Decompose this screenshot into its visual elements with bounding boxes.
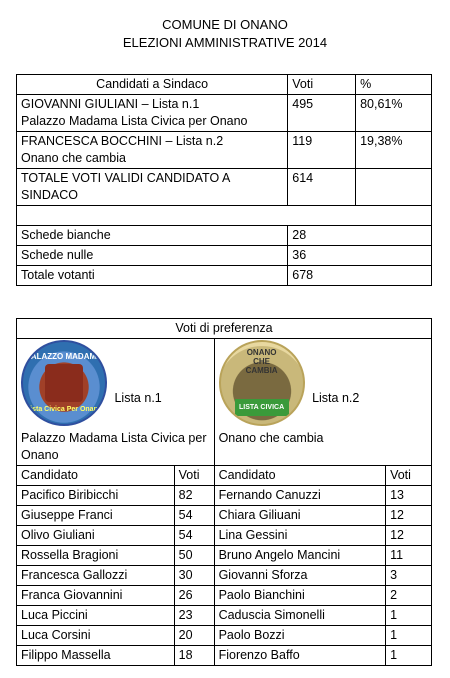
extra-label: Totale votanti (17, 266, 288, 286)
cand1: Luca Corsini (17, 626, 175, 646)
totale-label-line1: TOTALE VOTI VALIDI CANDIDATO A (21, 171, 231, 185)
voti1: 54 (174, 506, 214, 526)
doc-title-elezioni: ELEZIONI AMMINISTRATIVE 2014 (122, 35, 328, 50)
cand1: Olivo Giuliani (17, 526, 175, 546)
cand1: Francesca Gallozzi (17, 566, 175, 586)
logo1-top-text: PALAZZO MADAMA (26, 352, 102, 361)
table-row (17, 95, 432, 132)
spacer-cell (17, 206, 432, 226)
col-voti: Voti (288, 75, 356, 95)
cand1: Filippo Massella (17, 646, 175, 666)
liste-row (17, 339, 432, 466)
preferenze-table (16, 318, 432, 666)
totale-label (17, 169, 288, 206)
extra-label: Schede nulle (17, 246, 288, 266)
lista1-name: Palazzo Madama Lista Civica per Onano (21, 431, 207, 462)
voti1: 23 (174, 606, 214, 626)
extra-label: Schede bianche (17, 226, 288, 246)
table-row (17, 266, 432, 286)
preferenze-title: Voti di preferenza (17, 319, 432, 339)
table-row (17, 626, 432, 646)
candidate-name: FRANCESCA BOCCHINI – Lista n.2 (21, 134, 224, 148)
lista2-name: Onano che cambia (218, 431, 324, 445)
percent-cell: 19,38% (356, 132, 432, 169)
cand1: Luca Piccini (17, 606, 175, 626)
preferenze-title-row (17, 319, 432, 339)
table-row (17, 486, 432, 506)
voti1: 82 (174, 486, 214, 506)
palazzo-madama-logo-icon (21, 340, 107, 426)
voti2: 3 (386, 566, 432, 586)
cand2: Chiara Giliuani (214, 506, 385, 526)
votes-cell: 495 (288, 95, 356, 132)
candidate-list: Onano che cambia (21, 151, 126, 165)
onano-che-cambia-logo-icon (219, 340, 305, 426)
cand1: Giuseppe Franci (17, 506, 175, 526)
totale-percent (356, 169, 432, 206)
voti2: 1 (386, 626, 432, 646)
logo2-bottom-text: LISTA CIVICA (235, 399, 289, 416)
lista2-label: Lista n.2 (312, 391, 360, 405)
extra-value: 28 (288, 226, 432, 246)
cand2: Giovanni Sforza (214, 566, 385, 586)
table-row (17, 506, 432, 526)
table-row (17, 546, 432, 566)
table-row (17, 246, 432, 266)
candidate-list: Palazzo Madama Lista Civica per Onano (21, 114, 248, 128)
totale-votes: 614 (288, 169, 356, 206)
voti2: 1 (386, 646, 432, 666)
col-percent: % (356, 75, 432, 95)
col-voti-2: Voti (386, 466, 432, 486)
table-row (17, 526, 432, 546)
lista2-cell (214, 339, 431, 466)
voti1: 26 (174, 586, 214, 606)
doc-title-comune: COMUNE DI ONANO (162, 17, 288, 32)
spacer-row (17, 206, 432, 226)
col-candidati-sindaco: Candidati a Sindaco (17, 75, 288, 95)
extra-value: 678 (288, 266, 432, 286)
cand2: Fiorenzo Baffo (214, 646, 385, 666)
voti2: 11 (386, 546, 432, 566)
candidate-cell (17, 132, 288, 169)
lista1-label: Lista n.1 (114, 391, 162, 405)
cand1: Rossella Bragioni (17, 546, 175, 566)
cand2: Bruno Angelo Mancini (214, 546, 385, 566)
col-candidato-2: Candidato (214, 466, 385, 486)
voti1: 30 (174, 566, 214, 586)
table-row (17, 586, 432, 606)
totale-row (17, 169, 432, 206)
cand2: Lina Gessini (214, 526, 385, 546)
logo2-top-text-3: CAMBIA (245, 366, 278, 375)
voti2: 1 (386, 606, 432, 626)
votes-cell: 119 (288, 132, 356, 169)
voti1: 18 (174, 646, 214, 666)
logo2-top-text-1: ONANO (246, 348, 277, 357)
candidate-cell (17, 95, 288, 132)
voti1: 20 (174, 626, 214, 646)
cand2: Caduscia Simonelli (214, 606, 385, 626)
table-row (17, 566, 432, 586)
voti2: 13 (386, 486, 432, 506)
sindaco-header-row (17, 75, 432, 95)
table-row (17, 226, 432, 246)
logo1-bottom-text: Lista Civica Per Onano (25, 406, 103, 413)
voti2: 12 (386, 526, 432, 546)
cand2: Fernando Canuzzi (214, 486, 385, 506)
col-voti-1: Voti (174, 466, 214, 486)
voti2: 2 (386, 586, 432, 606)
preferenze-header-row (17, 466, 432, 486)
sindaco-table (16, 74, 432, 286)
cand2: Paolo Bianchini (214, 586, 385, 606)
col-candidato-1: Candidato (17, 466, 175, 486)
voti1: 50 (174, 546, 214, 566)
logo2-top-text-2: CHE (253, 357, 271, 366)
extra-value: 36 (288, 246, 432, 266)
totale-label-line2: SINDACO (21, 188, 78, 202)
candidate-name: GIOVANNI GIULIANI – Lista n.1 (21, 97, 200, 111)
voti1: 54 (174, 526, 214, 546)
lista1-cell (17, 339, 215, 466)
cand2: Paolo Bozzi (214, 626, 385, 646)
cand1: Franca Giovannini (17, 586, 175, 606)
cand1: Pacifico Biribicchi (17, 486, 175, 506)
table-row (17, 606, 432, 626)
percent-cell: 80,61% (356, 95, 432, 132)
table-row (17, 646, 432, 666)
table-row (17, 132, 432, 169)
voti2: 12 (386, 506, 432, 526)
